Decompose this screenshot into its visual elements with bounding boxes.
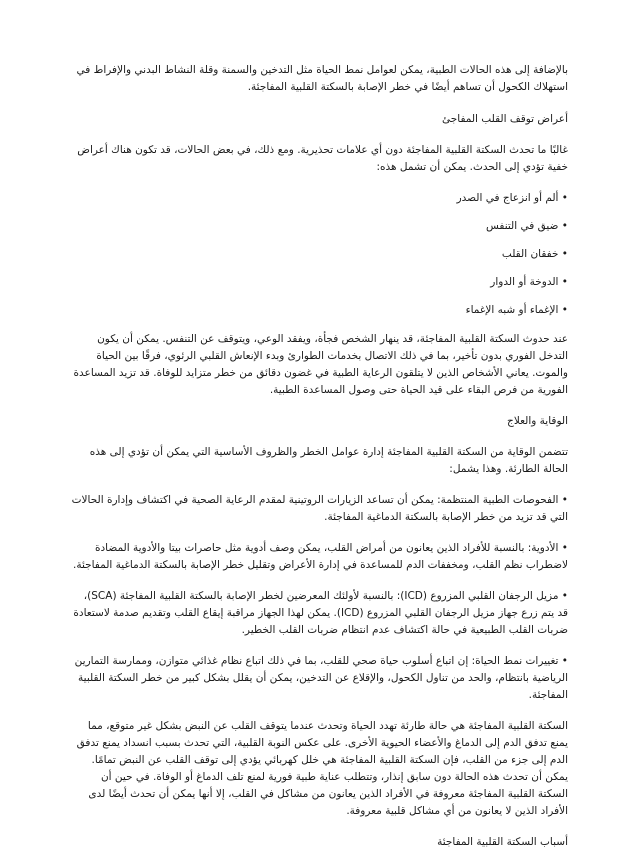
definition-paragraph: السكتة القلبية المفاجئة هي حالة طارئة تهدد الحياة وتحدث عندما يتوقف القلب عن النبض بشكل غير متوقع، مما يمنع تدفق الدم إلى الدماغ والأعضاء الحيوية الأخرى. على عكس النوبة القلبية، التي تحدث بسبب انسداد يمنع تدفق الدم إلى جزء من القلب، فإن السكتة القلبية المفاجئة هي خلل كهربائي يؤدي إلى توقف القلب عن النبض تمامًا. يمكن أن تحدث هذه الحالة دون سابق إنذار، وتتطلب عناية طبية فورية لمنع تلف الدماغ أو الوفاة. في حين أن السكتة القلبية المفاجئة معروفة في الأفراد الذين يعانون من مشاكل في القلب، إلا أنها يمكن أن تحدث أيضًا لدى الأفراد الذين لا يعانون من أي مشاكل قلبية معروفة. xyxy=(76,720,568,817)
list-item: • تغييرات نمط الحياة: إن اتباع أسلوب حياة صحي للقلب، بما في ذلك اتباع نظام غذائي متوازن، وممارسة التمارين الرياضية بانتظام، والحد من تناول الكحول، والإقلاع عن التدخين، يمكن أن يقلل بشكل كبير من خطر السكتة القلبية المفاجئة. xyxy=(74,655,568,701)
prevention-heading: الوقاية والعلاج xyxy=(507,415,568,427)
list-item: • ضيق في التنفس xyxy=(486,220,568,232)
causes-heading: أسباب السكتة القلبية المفاجئة xyxy=(437,836,568,848)
list-item: • ألم أو انزعاج في الصدر xyxy=(456,192,568,204)
symptoms-intro-paragraph: غالبًا ما تحدث السكتة القلبية المفاجئة دون أي علامات تحذيرية. ومع ذلك، في بعض الحالات، قد تكون هناك أعراض خفية تؤدي إلى الحدث. يمكن أن تشمل هذه: xyxy=(77,144,568,173)
list-item: • خفقان القلب xyxy=(501,248,568,260)
list-item: • الدوخة أو الدوار xyxy=(490,276,568,288)
symptoms-list xyxy=(70,190,568,319)
list-item: • الأدوية: بالنسبة للأفراد الذين يعانون من أمراض القلب، يمكن وصف أدوية مثل حاصرات بيتا والأدوية المضادة لاضطراب نظم القلب، ومخففات الدم للمساعدة في إدارة الأعراض وتقليل خطر الإصابة بالسكتة الدماغية المفاجئة. xyxy=(72,542,568,571)
symptoms-heading: أعراض توقف القلب المفاجئ xyxy=(442,113,568,125)
prevention-list xyxy=(70,492,568,704)
list-item: • مزيل الرجفان القلبي المزروع (ICD): بالنسبة لأولئك المعرضين لخطر الإصابة بالسكتة القلبية المفاجئة (SCA)، قد يتم زرع جهاز مزيل الرجفان القلبي المزروع (ICD). يمكن لهذا الجهاز مراقبة إيقاع القلب وتقديم صدمة لاستعادة ضربات القلب الطبيعية في حالة اكتشاف عدم انتظام ضربات القلب الخطير. xyxy=(73,590,568,636)
list-item: • الفحوصات الطبية المنتظمة: يمكن أن تساعد الزيارات الروتينية لمقدم الرعاية الصحية في اكتشاف وإدارة الحالات التي قد تزيد من خطر الإصابة بالسكتة الدماغية المفاجئة. xyxy=(71,494,568,523)
list-item: • الإغماء أو شبه الإغماء xyxy=(465,304,568,316)
intro-paragraph: بالإضافة إلى هذه الحالات الطبية، يمكن لعوامل نمط الحياة مثل التدخين والسمنة وقلة النشاط البدني والإفراط في استهلاك الكحول أن تساهم أيضًا في خطر الإصابة بالسكتة القلبية المفاجئة. xyxy=(76,64,568,93)
prevention-intro-paragraph: تتضمن الوقاية من السكتة القلبية المفاجئة إدارة عوامل الخطر والظروف الأساسية التي يمكن أن تؤدي إلى هذه الحالة الطارئة. وهذا يشمل: xyxy=(89,446,568,475)
emergency-paragraph: عند حدوث السكتة القلبية المفاجئة، قد ينهار الشخص فجأة، ويفقد الوعي، ويتوقف عن التنفس. يمكن أن يكون التدخل الفوري بدون تأخير، بما في ذلك الاتصال بخدمات الطوارئ وبدء الإنعاش القلبي الرئوي، فرقًا بين الحياة والموت. يعاني الأشخاص الذين لا يتلقون الرعاية الطبية في غضون دقائق من خطر متزايد للوفاة. قد تزيد المساعدة الفورية من فرص البقاء على قيد الحياة حتى وصول المساعدة الطبية. xyxy=(73,333,568,396)
